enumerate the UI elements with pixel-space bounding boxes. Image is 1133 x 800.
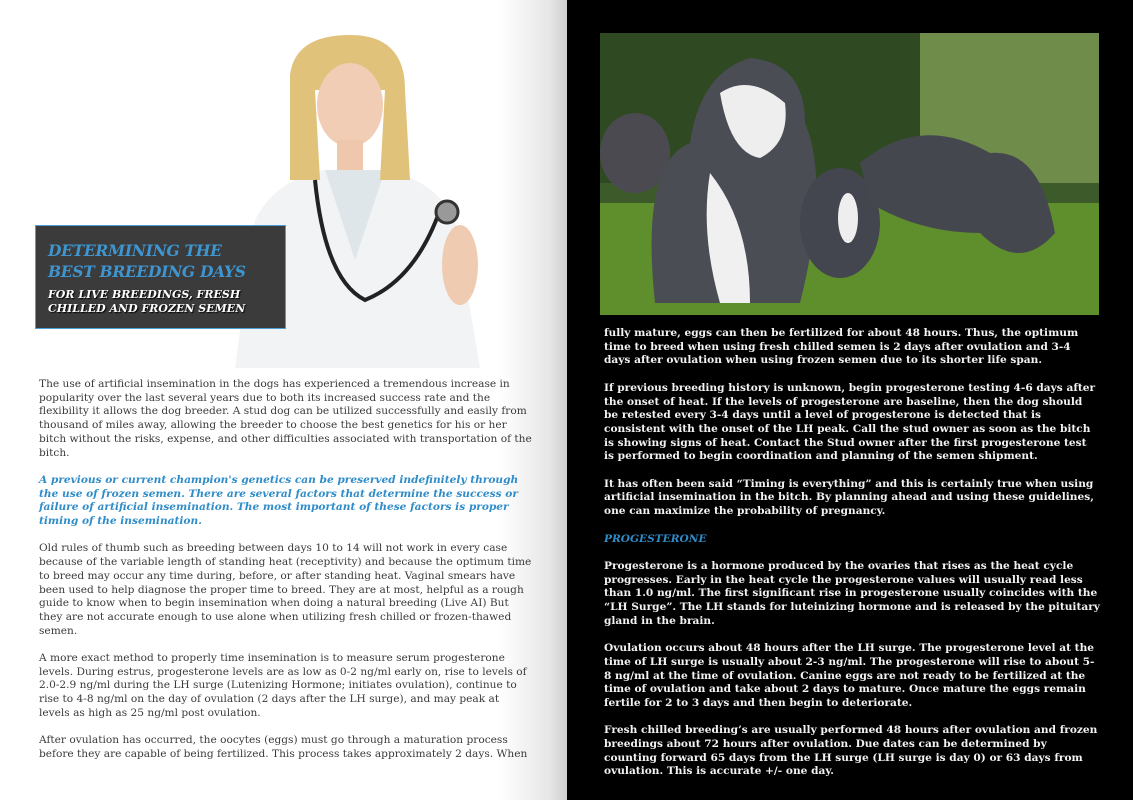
right-body-text bbox=[604, 327, 1100, 793]
left-body-text bbox=[39, 378, 533, 775]
article-subtitle: FOR LIVE BREEDINGS, FRESH CHILLED AND FROZEN SEMEN bbox=[48, 288, 246, 315]
paragraph: Fresh chilled breeding’s are usually performed 48 hours after ovulation and frozen breedings about 72 hours after ovulation. Due dates can be determined by counting forward 65 days from the LH surge (LH surge is day 0) or 63 days from ovulation. This is accurate +/- one day. bbox=[604, 724, 1098, 778]
paragraph: A more exact method to properly time insemination is to measure serum progesterone levels. During estrus, progesterone levels are as low as 0-2 ng/ml early on, rise to levels of 2.0-2.9 ng/ml during the LH surge (Lutenizing Hormone; initiates ovulation), continue to rise to 4-8 ng/ml on the day of ovulation (2 days after the LH surge), and may peak at levels as high as 25 ng/ml post ovulation. bbox=[39, 652, 527, 719]
title-box bbox=[35, 225, 286, 329]
pull-quote: A previous or current champion's genetics can be preserved indefinitely through the use of frozen semen. There are several factors that determine the success or failure of artificial insemination. The most important of these factors is proper timing of the insemination. bbox=[39, 473, 519, 528]
paragraph: Progesterone is a hormone produced by the ovaries that rises as the heat cycle progresses. Early in the heat cycle the progesterone values will usually read less than 1.0 ng/ml. The first significant rise in progesterone usually coincides with the “LH Surge”. The LH stands for luteinizing hormone and is released by the pituitary gland in the brain. bbox=[604, 559, 1100, 627]
article-title: DETERMINING THE BEST BREEDING DAYS bbox=[48, 241, 246, 281]
paragraph: If previous breeding history is unknown, begin progesterone testing 4-6 days after the onset of heat. If the levels of progesterone are baseline, then the dog should be retested every 3-4 days until a level of progesterone is detected that is consistent with the onset of the LH peak. Call the stud owner as soon as the bitch is showing signs of heat. Contact the Stud owner after the first progesterone test is performed to begin coordination and planning of the semen shipment. bbox=[604, 381, 1096, 463]
paragraph: Old rules of thumb such as breeding between days 10 to 14 will not work in every case because of the variable length of standing heat (receptivity) and because the optimum time to breed may occur any time during, before, or after standing heat. Vaginal smears have been used to help diagnose the proper time to breed. They are at most, helpful as a rough guide to know when to begin insemination when doing a natural breeding (Live AI) But they are not accurate enough to use alone when utilizing fresh chilled or frozen-thawed semen. bbox=[39, 542, 532, 637]
paragraph: fully mature, eggs can then be fertilized for about 48 hours. Thus, the optimum time to breed when using fresh chilled semen is 2 days after ovulation and 3-4 days after ovulation when using frozen semen due to its shorter life span. bbox=[604, 327, 1079, 367]
paragraph: The use of artificial insemination in the dogs has experienced a tremendous increase in popularity over the last several years due to both its increased success rate and the flexibility it allows the dog breeder. A stud dog can be utilized successfully and easily from thousand of miles away, allowing the breeder to choose the best genetics for his or her bitch without the risks, expense, and other difficulties associated with transportation of the bitch. bbox=[39, 378, 532, 459]
paragraph: It has often been said “Timing is everything” and this is certainly true when using artificial insemination in the bitch. By planning ahead and using these guidelines, one can maximize the probability of pregnancy. bbox=[604, 477, 1094, 518]
section-heading: PROGESTERONE bbox=[604, 532, 707, 545]
dogs-photo bbox=[600, 33, 1099, 315]
paragraph: After ovulation has occurred, the oocytes (eggs) must go through a maturation process before they are capable of being fertilized. This process takes approximately 2 days. When bbox=[39, 734, 528, 760]
paragraph: Ovulation occurs about 48 hours after the LH surge. The progesterone level at the time of LH surge is usually about 2-3 ng/ml. The progesterone will rise to about 5-8 ng/ml at the time of ovulation. Canine eggs are not ready to be fertilized at the time of ovulation and take about 2 days to mature. Once mature the eggs remain fertile for 2 to 3 days and then begin to deteriorate. bbox=[604, 642, 1095, 709]
